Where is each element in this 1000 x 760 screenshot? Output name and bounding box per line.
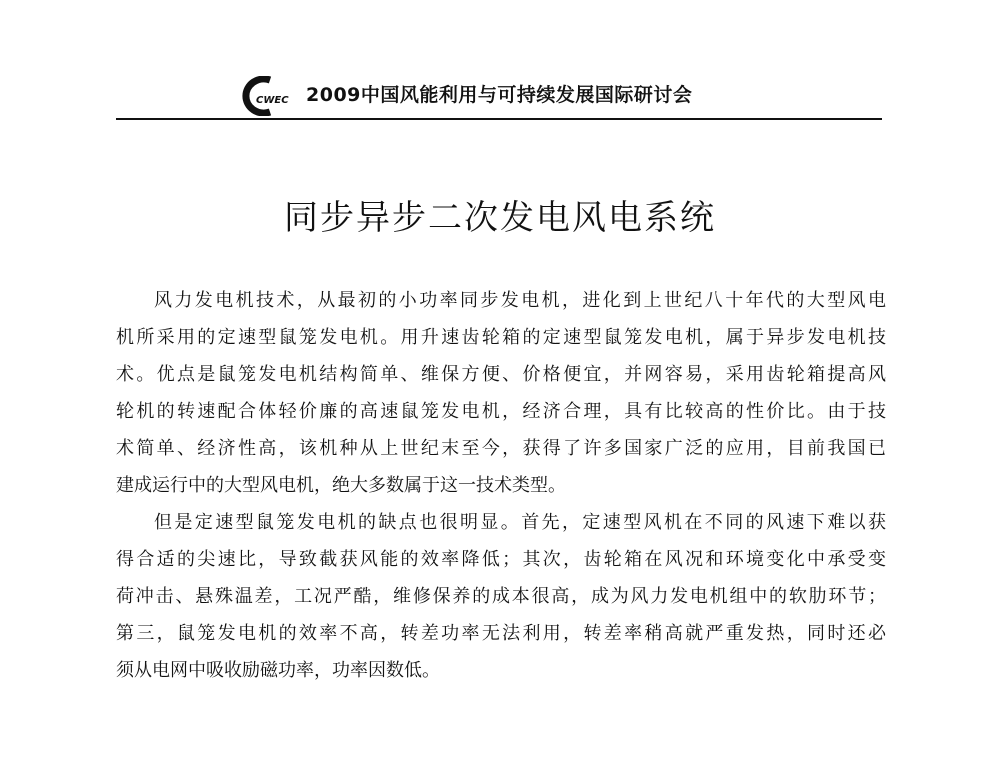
paragraph-line: 建成运行中的大型风电机，绝大多数属于这一技术类型。 (116, 475, 566, 496)
paragraph-line: 得合适的尖速比，导致截获风能的效率降低；其次，齿轮箱在风况和环境变化中承受变 (116, 549, 886, 570)
paragraph-line: 风力发电机技术，从最初的小功率同步发电机，进化到上世纪八十年代的大型风电 (154, 290, 886, 311)
body-text (116, 282, 886, 689)
paragraph-2 (116, 504, 886, 689)
paper-title: 同步异步二次发电风电系统 (284, 198, 716, 238)
paragraph-line: 术。优点是鼠笼发电机结构简单、维保方便、价格便宜，并网容易，采用齿轮箱提高风 (116, 364, 886, 385)
page-header (116, 68, 882, 124)
header-rule (116, 118, 882, 120)
conference-title: 2009中国风能利用与可持续发展国际研讨会 (306, 84, 693, 106)
logo-text: CWEC (256, 95, 289, 106)
paragraph-line: 机所采用的定速型鼠笼发电机。用升速齿轮箱的定速型鼠笼发电机，属于异步发电机技 (116, 327, 886, 348)
paragraph-line: 须从电网中吸收励磁功率，功率因数低。 (116, 660, 440, 681)
paragraph-line: 术简单、经济性高，该机种从上世纪末至今，获得了许多国家广泛的应用，目前我国已 (116, 438, 886, 459)
paragraph-line: 但是定速型鼠笼发电机的缺点也很明显。首先，定速型风机在不同的风速下难以获 (154, 512, 886, 533)
paragraph-line: 第三，鼠笼发电机的效率不高，转差功率无法利用，转差率稍高就严重发热，同时还必 (116, 623, 886, 644)
paragraph-1 (116, 282, 886, 504)
paragraph-line: 轮机的转速配合体轻价廉的高速鼠笼发电机，经济合理，具有比较高的性价比。由于技 (116, 401, 886, 422)
conference-logo (236, 76, 298, 116)
paragraph-line: 荷冲击、悬殊温差，工况严酷，维修保养的成本很高，成为风力发电机组中的软肋环节； (116, 586, 886, 607)
